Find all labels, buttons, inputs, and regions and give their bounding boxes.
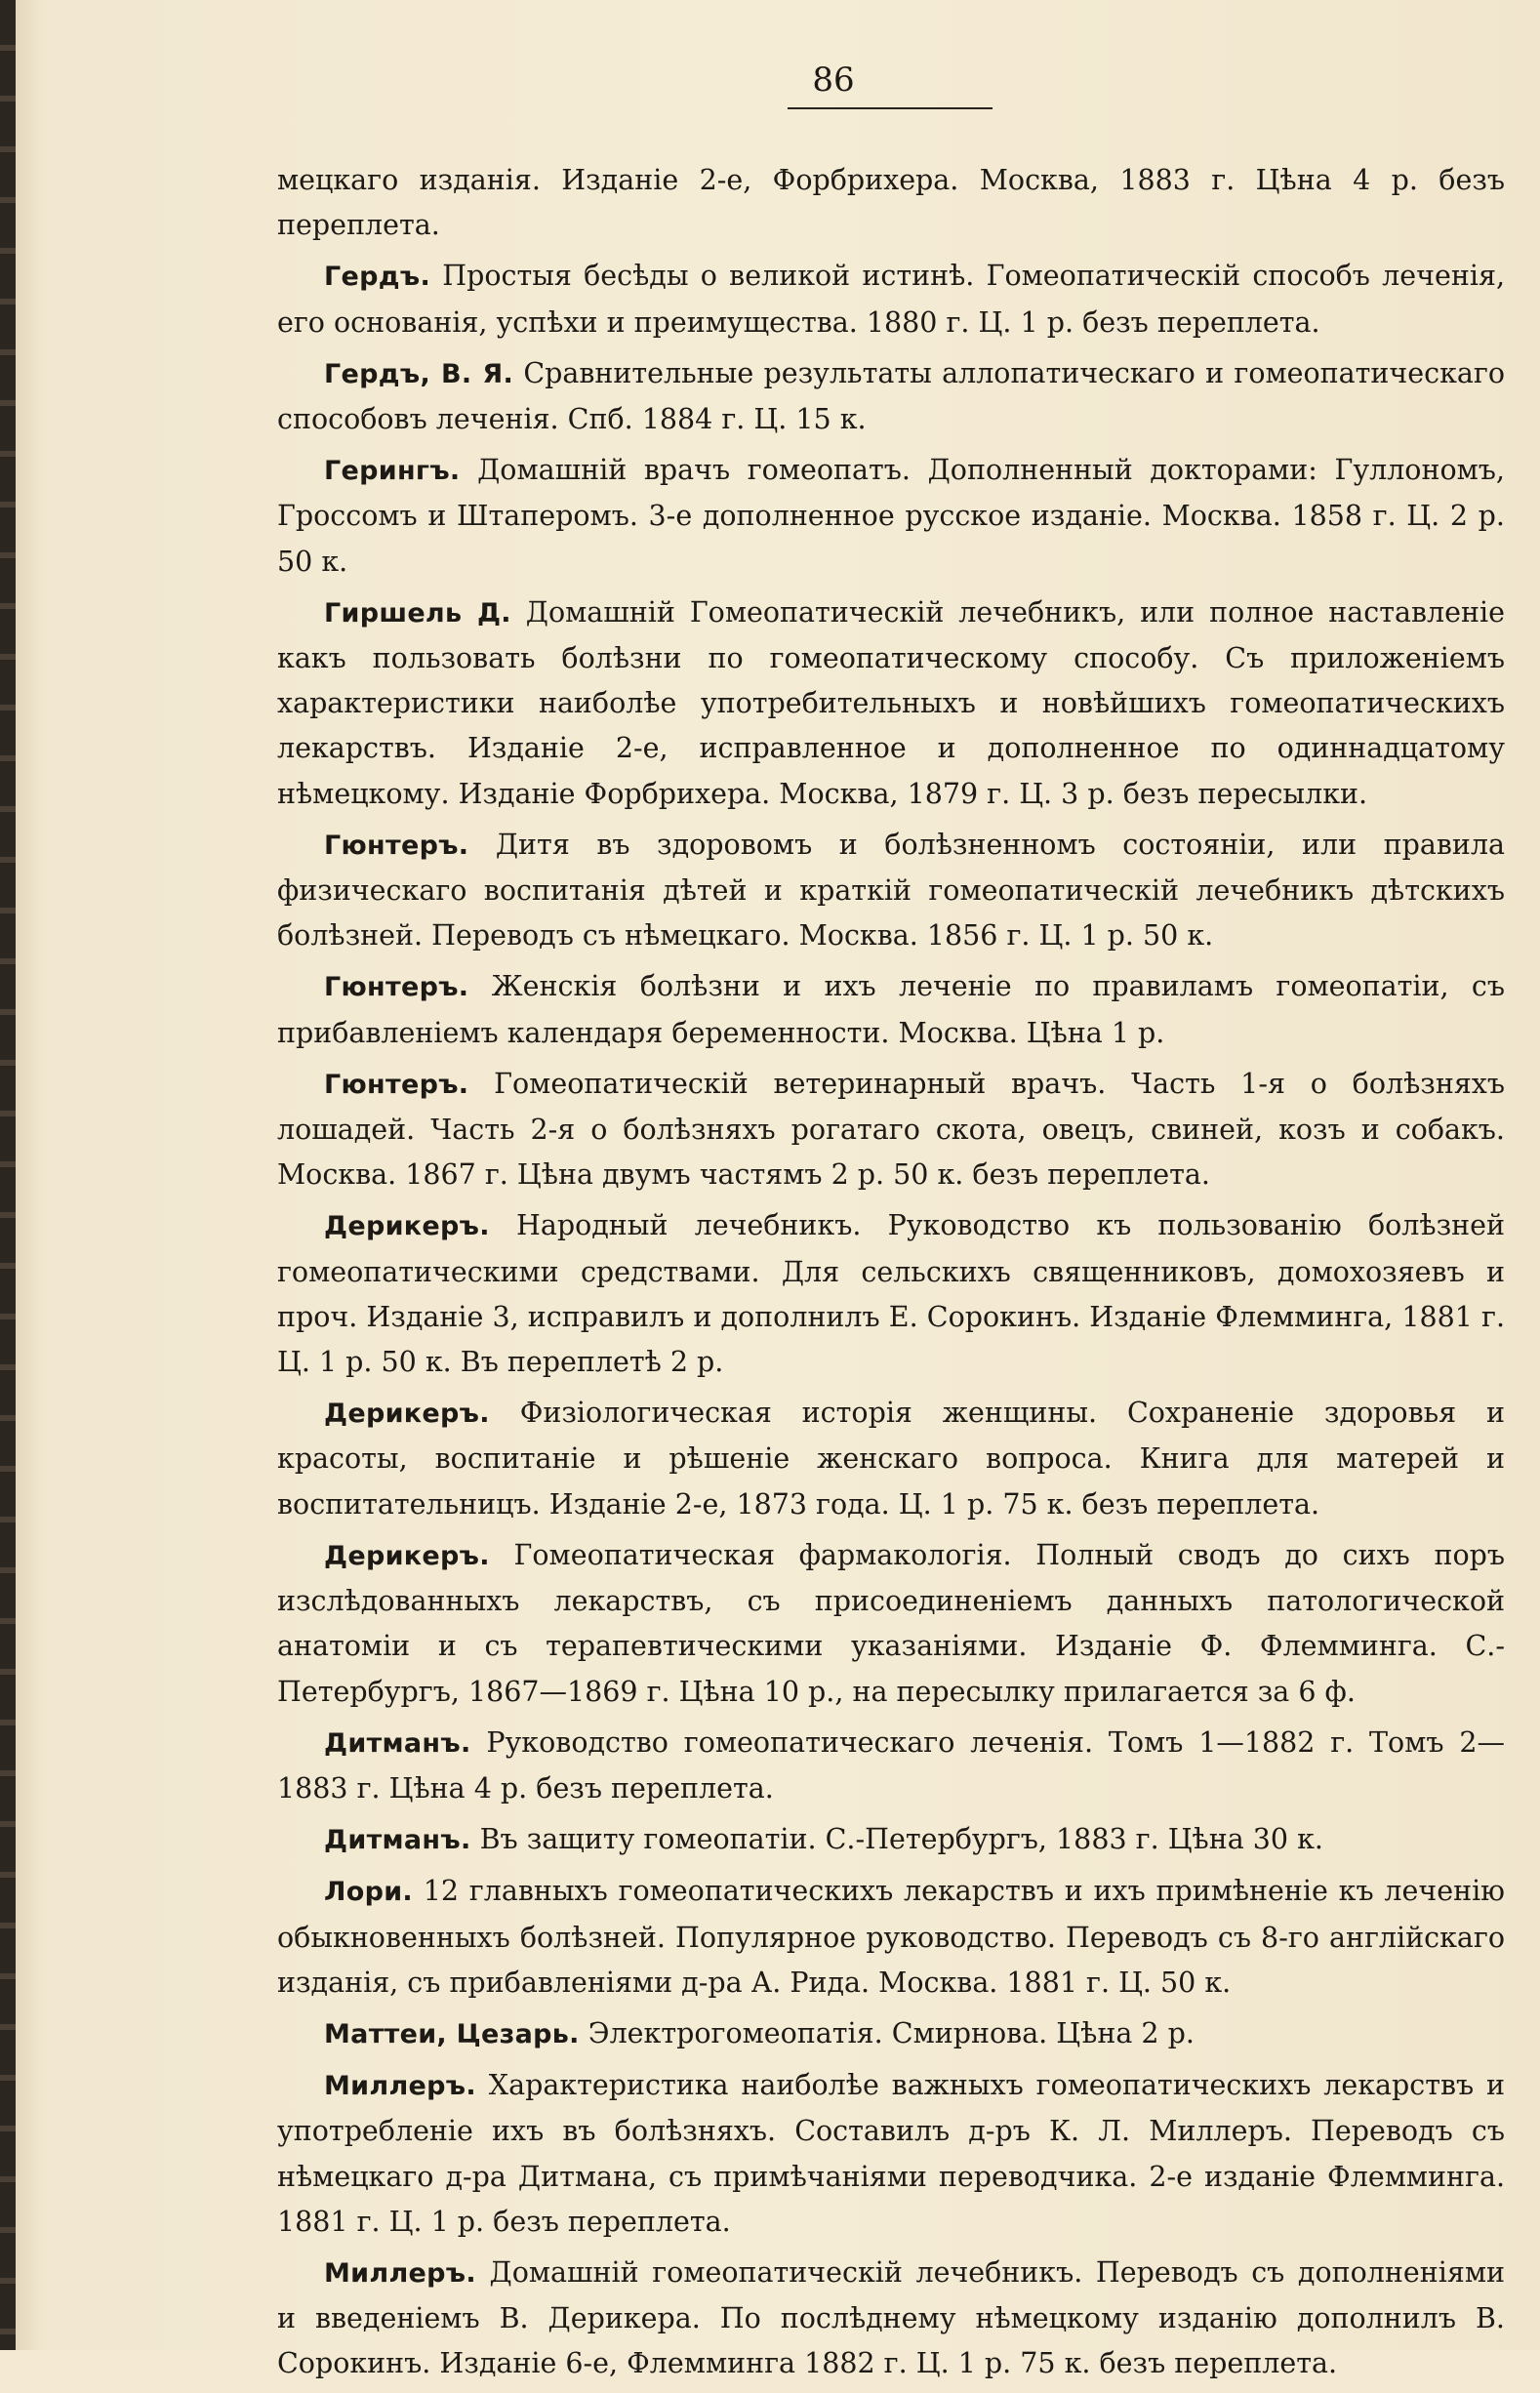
entry-text: Домашній гомеопатическій лечебникъ. Переводъ съ дополненіями и введеніемъ В. Дерикера. По послѣднему нѣмецкому изданію дополнилъ В. Сорокинъ. Изданіе 6-е, Флемминга 1882 г. Ц. 1 р. 75 к. безъ переплета.	[277, 2255, 1506, 2380]
book-spine-edge	[0, 0, 16, 2350]
entry-text: Домашній Гомеопатическій лечебникъ, или полное наставленіе какъ пользовать болѣзни по гомеопатическому способу. Съ приложеніемъ характеристики наиболѣе употребительныхъ и новѣйшихъ гомеопатическихъ лекарствъ. Изданіе 2-е, исправленное и дополненное по одиннадцатому нѣмецкому. Изданіе Форбрихера. Москва, 1879 г. Ц. 3 р. безъ пересылки.	[277, 595, 1505, 810]
entry-text: Женскія болѣзни и ихъ леченіе по правиламъ гомеопатіи, съ прибавленіемъ календаря беременности. Москва. Цѣна 1 р.	[277, 970, 1505, 1049]
catalog-entry	[277, 158, 1505, 248]
catalog-entry	[277, 1721, 1505, 1811]
entry-text: Дитя въ здоровомъ и болѣзненномъ состояніи, или правила физическаго воспитанія дѣтей и краткій гомеопатическій лечебникъ дѣтскихъ болѣзней. Переводъ съ нѣмецкаго. Москва. 1856 г. Ц. 1 р. 50 к.	[277, 828, 1505, 953]
catalog-entry	[277, 1391, 1505, 1527]
entry-author: Миллеръ.	[324, 2257, 476, 2289]
entry-author: Гердъ, В. Я.	[324, 358, 513, 389]
entry-text: Характеристика наиболѣе важныхъ гомеопатическихъ лекарствъ и употребленіе ихъ въ болѣзняхъ. Составилъ д-ръ К. Л. Миллеръ. Переводъ съ нѣмецкаго д-ра Дитмана, съ примѣчаніями переводчика. 2-е изданіе Флемминга. 1881 г. Ц. 1 р. безъ переплета.	[277, 2069, 1505, 2238]
entry-text: Домашній врачъ гомеопатъ. Дополненный докторами: Гуллономъ, Гроссомъ и Штаперомъ. 3-е дополненное русское изданіе. Москва. 1858 г. Ц. 2 р. 50 к.	[277, 454, 1505, 578]
entry-author: Дитманъ.	[324, 1727, 471, 1759]
catalog-entry	[277, 448, 1505, 585]
entry-text: Народный лечебникъ. Руководство къ пользованію болѣзней гомеопатическими средствами. Для сельскихъ священниковъ, домохозяевъ и проч. Изданіе 3, исправилъ и дополнилъ Е. Сорокинъ. Изданіе Флемминга, 1881 г. Ц. 1 р. 50 к. Въ переплетѣ 2 р.	[277, 1209, 1506, 1379]
entry-author: Лори.	[324, 1877, 413, 1908]
entry-text: Руководство гомеопатическаго леченія. Томъ 1—1882 г. Томъ 2—1883 г. Цѣна 4 р. безъ переплета.	[277, 1725, 1505, 1805]
catalog-entry	[277, 1817, 1505, 1863]
catalog-entry	[277, 2011, 1505, 2057]
entry-author: Гюнтеръ.	[324, 830, 469, 861]
entry-author: Гердъ.	[324, 262, 430, 293]
entry-text: Сравнительные результаты аллопатическаго и гомеопатическаго способовъ леченія. Спб. 1884 г. Ц. 15 к.	[277, 356, 1505, 436]
entry-author: Гиршель Д.	[324, 597, 511, 629]
entry-author: Маттеи, Цезарь.	[324, 2018, 580, 2049]
catalog-entry	[277, 964, 1505, 1055]
catalog-entry	[277, 590, 1505, 817]
entry-author: Дерикеръ.	[324, 1211, 490, 1242]
catalog-entry	[277, 2063, 1505, 2245]
entry-text: Электрогомеопатія. Смирнова. Цѣна 2 р.	[588, 2016, 1195, 2049]
entry-text: Гомеопатическій ветеринарный врачъ. Часть 1-я о болѣзняхъ лошадей. Часть 2-я о болѣзняхъ рогатаго скота, овецъ, свиней, козъ и собакъ. Москва. 1867 г. Цѣна двумъ частямъ 2 р. 50 к. безъ переплета.	[277, 1067, 1506, 1192]
page-header	[0, 61, 1540, 109]
catalog-entry	[277, 254, 1505, 345]
entry-author: Дерикеръ.	[324, 1540, 490, 1571]
catalog-entry	[277, 1062, 1505, 1198]
catalog-entry	[277, 2251, 1505, 2387]
catalog-entry	[277, 1533, 1505, 1715]
entry-author: Гюнтеръ.	[324, 1069, 469, 1100]
entry-text: мецкаго изданія. Изданіе 2-е, Форбрихера. Москва, 1883 г. Цѣна 4 р. безъ переплета.	[277, 164, 1505, 242]
entry-text: Простыя бесѣды о великой истинѣ. Гомеопатическій способъ леченія, его основанія, успѣхи и преимущества. 1880 г. Ц. 1 р. безъ переплета.	[277, 260, 1506, 339]
entry-text: Гомеопатическая фармакологія. Полный сводъ до сихъ поръ изслѣдованныхъ лекарствъ, съ присоединеніемъ данныхъ патологической анатоміи и съ терапевтическими указаніями. Изданіе Ф. Флемминга. С.-Петербургъ, 1867—1869 г. Цѣна 10 р., на пересылку прилагается за 6 ф.	[277, 1538, 1505, 1708]
entry-text: Физіологическая исторія женщины. Сохраненіе здоровья и красоты, воспитаніе и рѣшеніе женскаго вопроса. Книга для матерей и воспитательницъ. Изданіе 2-е, 1873 года. Ц. 1 р. 75 к. безъ переплета.	[277, 1397, 1505, 1521]
catalog-entry	[277, 1869, 1505, 2006]
header-rule	[788, 107, 993, 109]
catalog-entry	[277, 351, 1505, 442]
entry-text: 12 главныхъ гомеопатическихъ лекарствъ и ихъ примѣненіе къ леченію обыкновенныхъ болѣзней. Популярное руководство. Переводъ съ 8-го англійскаго изданія, съ прибавленіями д-ра А. Рида. Москва. 1881 г. Ц. 50 к.	[277, 1875, 1505, 1999]
entry-author: Гюнтеръ.	[324, 972, 469, 1003]
page-number: 86	[812, 61, 855, 100]
entry-author: Миллеръ.	[324, 2071, 476, 2102]
catalog-entry	[277, 1203, 1505, 1385]
entry-text: Въ защиту гомеопатіи. С.-Петербургъ, 1883 г. Цѣна 30 к.	[479, 1823, 1323, 1856]
entry-author: Герингъ.	[324, 456, 461, 487]
entry-author: Дерикеръ.	[324, 1399, 490, 1430]
catalog-entry	[277, 823, 1505, 959]
entry-author: Дитманъ.	[324, 1825, 471, 1856]
catalog-entries	[277, 158, 1505, 2393]
